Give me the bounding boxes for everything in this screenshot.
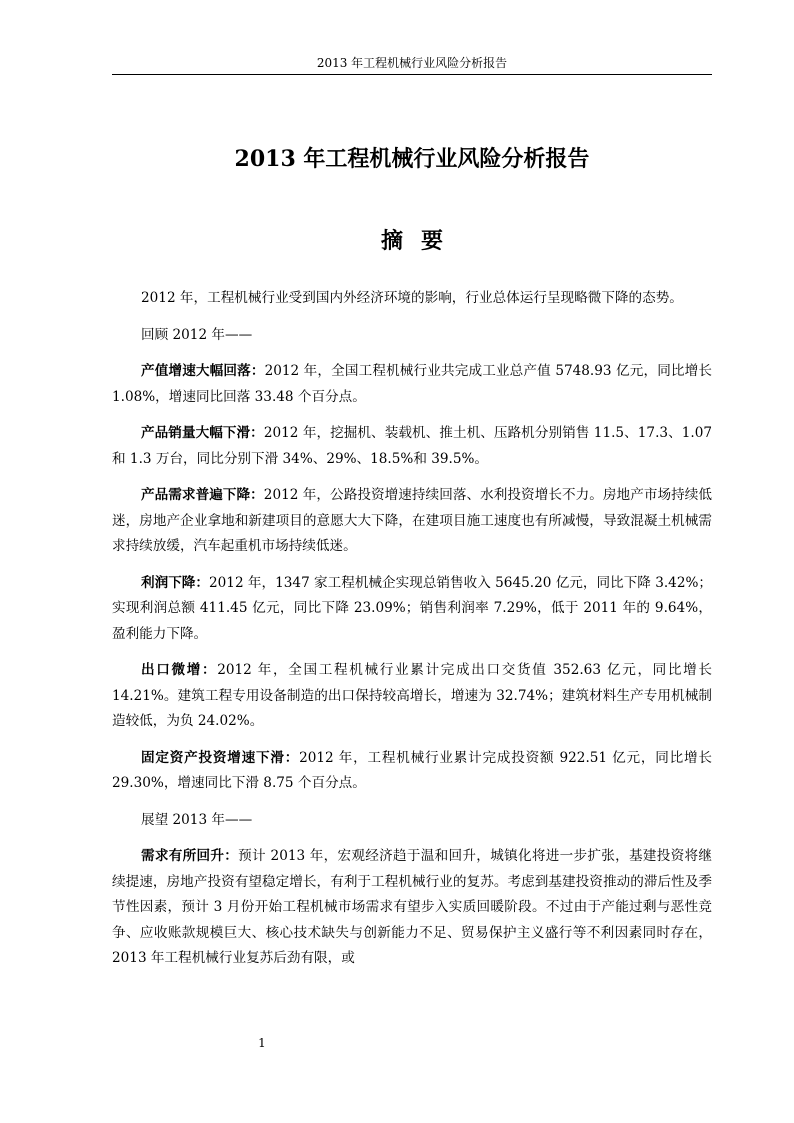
- paragraph-investment: 固定资产投资增速下滑：2012 年，工程机械行业累计完成投资额 922.51 亿元，同比增长 29.30%，增速同比下滑 8.75 个百分点。: [112, 749, 713, 791]
- paragraph-lead: 需求有所回升：: [141, 848, 239, 864]
- paragraph-lead: 固定资产投资增速下滑：: [141, 749, 300, 766]
- paragraph-lead: 利润下降：: [141, 574, 209, 591]
- running-header: 2013 年工程机械行业风险分析报告: [316, 56, 508, 70]
- page-number: 1: [258, 1036, 266, 1050]
- paragraph-profit: 利润下降：2012 年，1347 家工程机械企实现总销售收入 5645.20 亿元，同比下降 3.42%；实现利润总额 411.45 亿元，同比下降 23.09%；销售利润率 7.29%，低于 2011 年的 9.64%，盈利能力下降。: [112, 574, 712, 642]
- document-title: 2013 年工程机械行业风险分析报告: [234, 146, 590, 172]
- paragraph-demand-recovery: 需求有所回升：预计 2013 年，宏观经济趋于温和回升，城镇化将进一步扩张，基建投资将继续提速，房地产投资有望稳定增长，有利于工程机械行业的复苏。考虑到基建投资推动的滞后性及季节性因素，预计 3 月份开始工程机械市场需求有望步入实质回暖阶段。不过由于产能过剩与恶性竞争、应收账款规模巨大、核心技术缺失与创新能力不足、贸易保护主义盛行等不利因素同时存在，2013 年工程机械行业复苏后劲有限，或: [112, 848, 712, 966]
- paragraph-lead: 产品需求普遍下降：: [141, 487, 264, 503]
- paragraph-output-value: 产值增速大幅回落：2012 年，全国工程机械行业共完成工业总产值 5748.93 亿元，同比增长 1.08%，增速同比回落 33.48 个百分点。: [112, 363, 712, 405]
- paragraph-lead: 出口微增：: [141, 662, 218, 678]
- body-text: [112, 286, 712, 983]
- paragraph-lead: 产值增速大幅回落：: [141, 363, 265, 379]
- paragraph-outlook-heading: 展望 2013 年——: [141, 811, 253, 828]
- header-divider: [112, 74, 712, 75]
- abstract-heading: 摘要: [380, 228, 461, 254]
- paragraph-sales-volume: 产品销量大幅下滑：2012 年，挖掘机、装载机、推土机、压路机分别销售 11.5、17.3、1.07 和 1.3 万台，同比分别下滑 34%、29%、18.5%和 39.5%。: [112, 425, 713, 467]
- paragraph-review-heading: 回顾 2012 年——: [141, 326, 253, 343]
- paragraph-demand: 产品需求普遍下降：2012 年，公路投资增速持续回落、水利投资增长不力。房地产市场持续低迷，房地产企业拿地和新建项目的意愿大大下降，在建项目施工速度也有所减慢，导致混凝土机械需求持续放缓，汽车起重机市场持续低迷。: [112, 487, 713, 554]
- paragraph-export: 出口微增：2012 年，全国工程机械行业累计完成出口交货值 352.63 亿元，同比增长 14.21%。建筑工程专用设备制造的出口保持较高增长，增速为 32.74%；建筑材料生产专用机械制造较低，为负 24.02%。: [112, 662, 713, 729]
- paragraph-intro: 2012 年，工程机械行业受到国内外经济环境的影响，行业总体运行呈现略微下降的态势。: [141, 290, 683, 306]
- paragraph-lead: 产品销量大幅下滑：: [141, 425, 264, 441]
